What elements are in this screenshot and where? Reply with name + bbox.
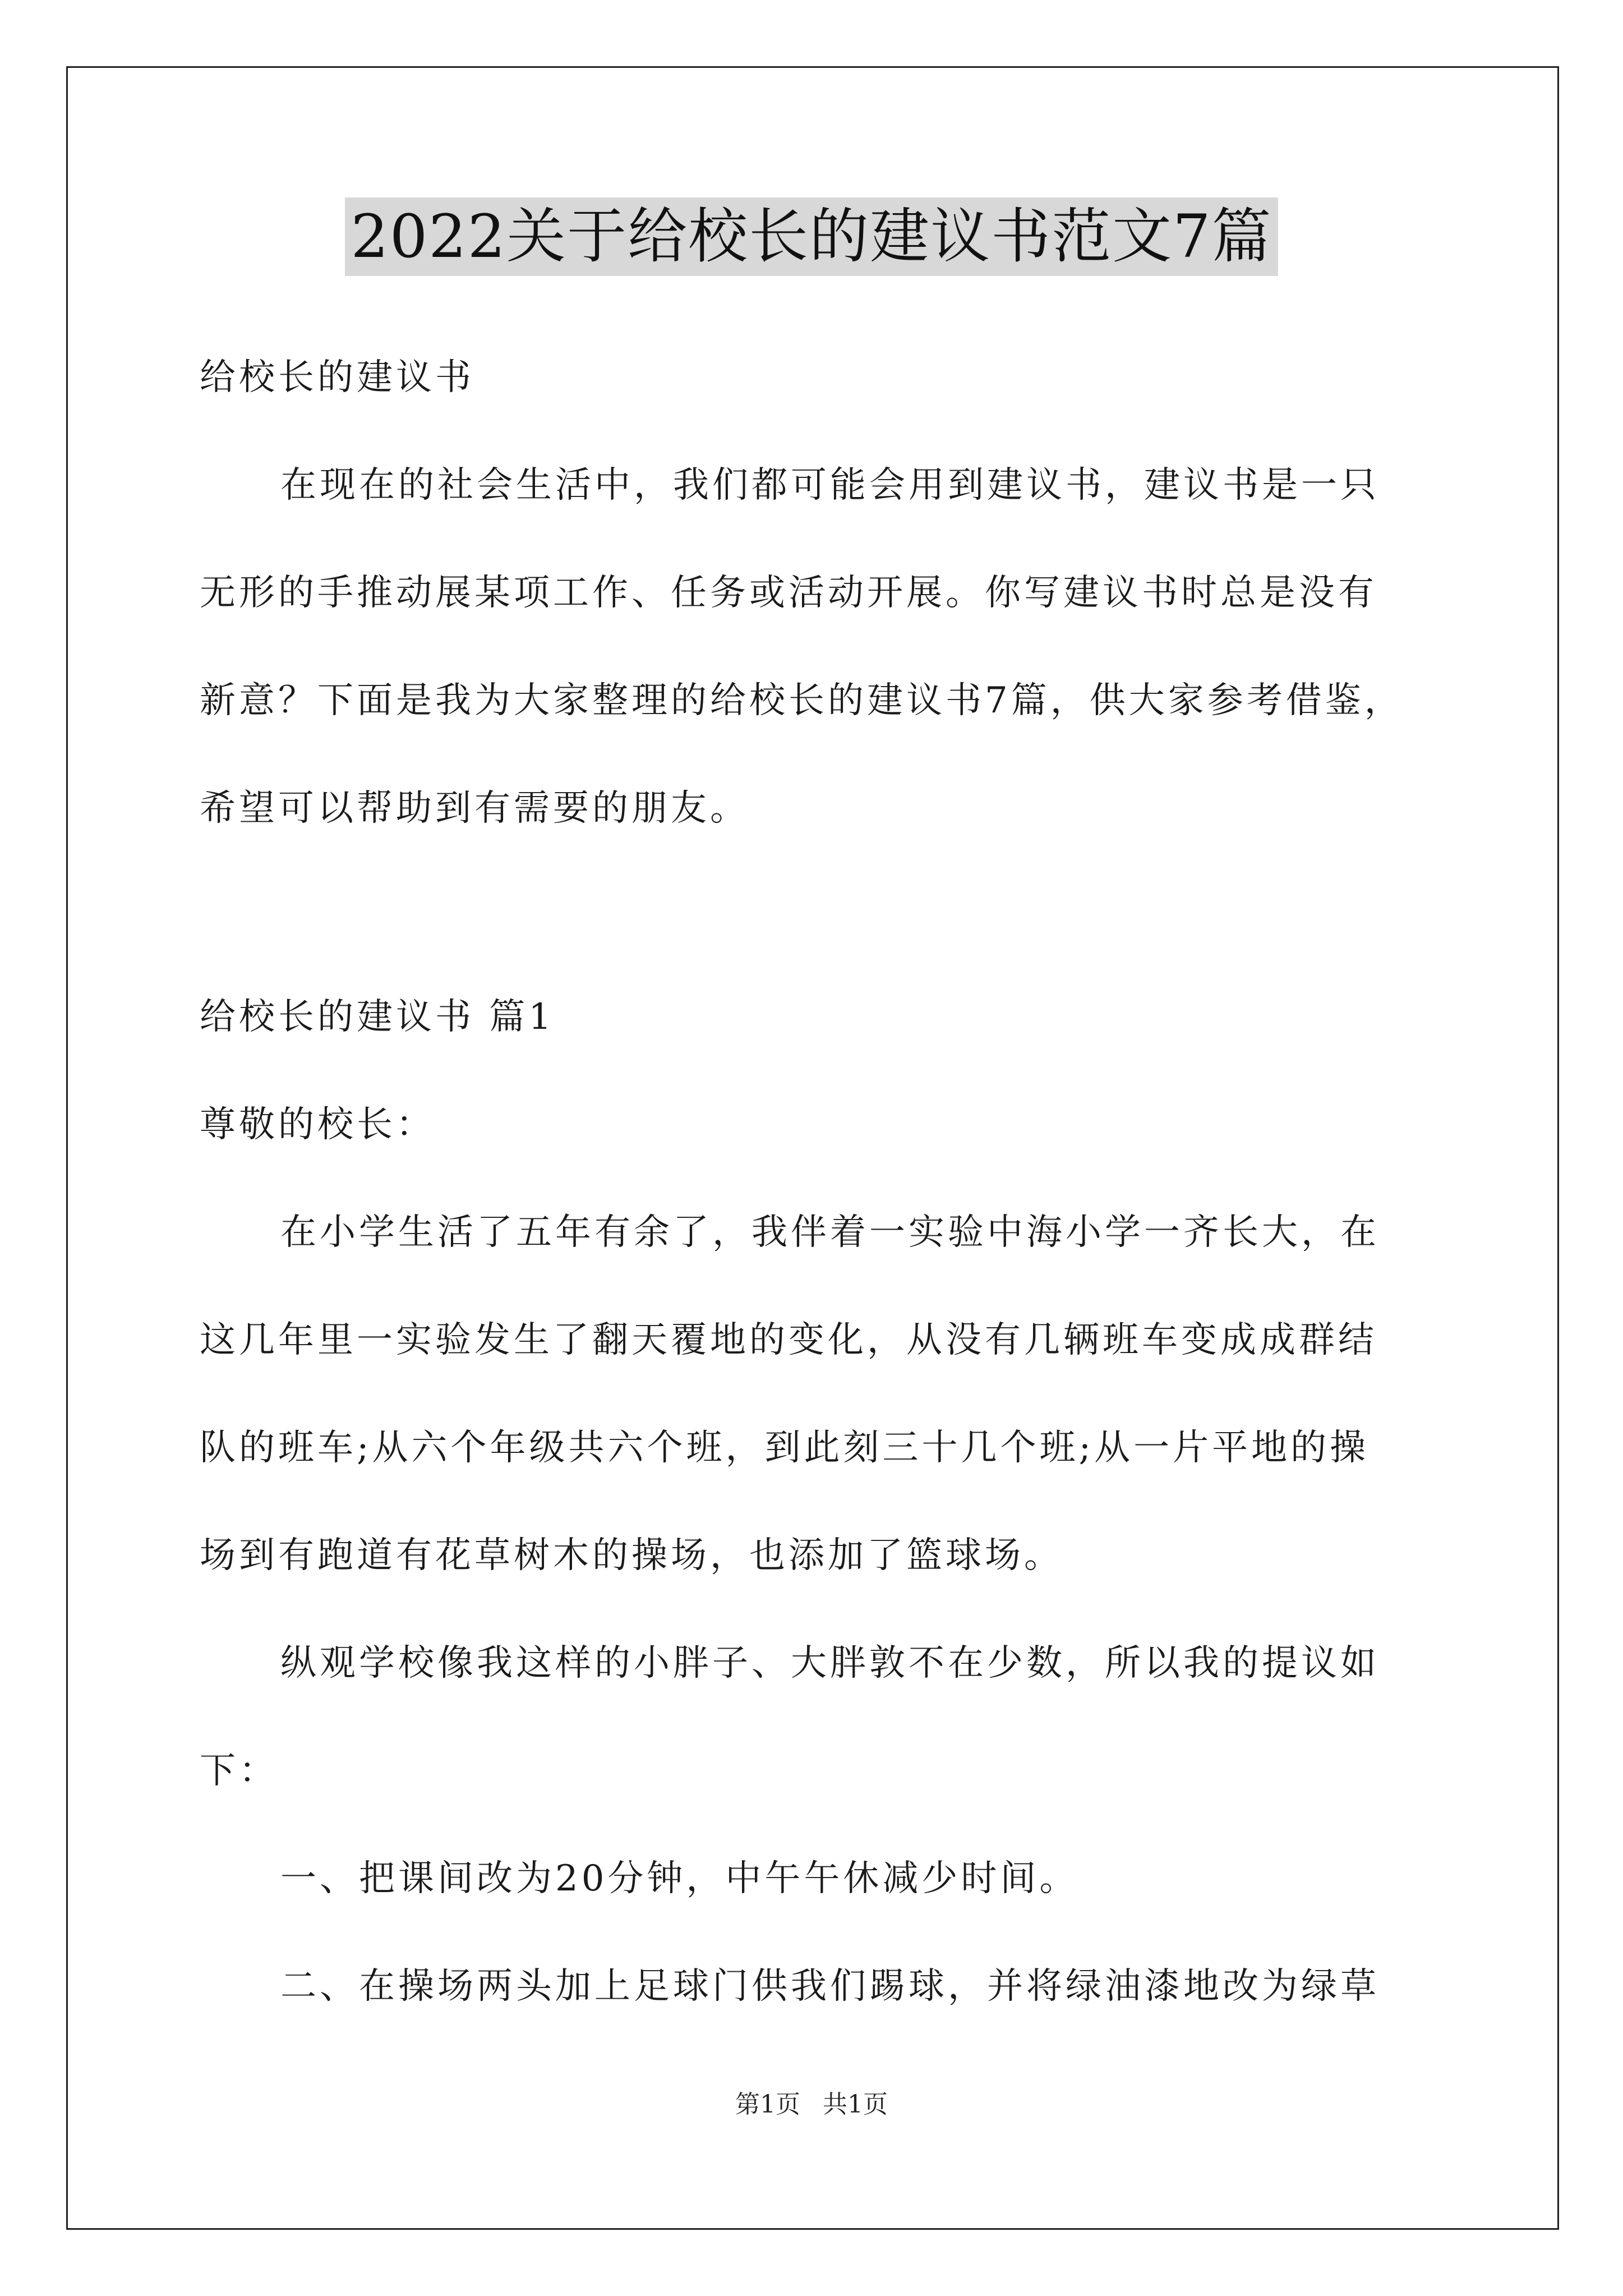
list-item: 一、把课间改为20分钟，中午午休减少时间。 <box>280 1858 1079 1899</box>
paragraph-line: 在小学生活了五年有余了，我伴着一实验中海小学一齐长大，在 <box>280 1212 1380 1253</box>
paragraph-line: 这几年里一实验发生了翻天覆地的变化，从没有几辆班车变成成群结 <box>200 1319 1377 1361</box>
title-container <box>0 197 1623 276</box>
paragraph-line: 队的班车;从六个年级共六个班，到此刻三十几个班;从一片平地的操 <box>200 1427 1370 1469</box>
section-heading: 给校长的建议书 篇1 <box>200 996 555 1038</box>
paragraph-line: 纵观学校像我这样的小胖子、大胖敦不在少数，所以我的提议如 <box>280 1642 1380 1684</box>
page-number: 第1页 <box>735 2090 800 2119</box>
section-heading: 给校长的建议书 <box>200 357 474 398</box>
paragraph-line: 下： <box>200 1750 278 1792</box>
document-title: 2022关于给校长的建议书范文7篇 <box>345 197 1278 276</box>
paragraph-line: 新意？下面是我为大家整理的给校长的建议书7篇，供大家参考借鉴， <box>200 680 1404 721</box>
paragraph-line: 在现在的社会生活中，我们都可能会用到建议书，建议书是一只 <box>280 464 1380 506</box>
list-item: 二、在操场两头加上足球门供我们踢球，并将绿油漆地改为绿草 <box>280 1966 1380 2007</box>
page-total: 共1页 <box>823 2090 888 2119</box>
salutation: 尊敬的校长： <box>200 1104 435 1145</box>
page-footer <box>0 2088 1623 2122</box>
paragraph-line: 无形的手推动展某项工作、任务或活动开展。你写建议书时总是没有 <box>200 572 1377 614</box>
paragraph-line: 场到有跑道有花草树木的操场，也添加了篮球场。 <box>200 1535 1063 1576</box>
paragraph-line: 希望可以帮助到有需要的朋友。 <box>200 788 749 829</box>
